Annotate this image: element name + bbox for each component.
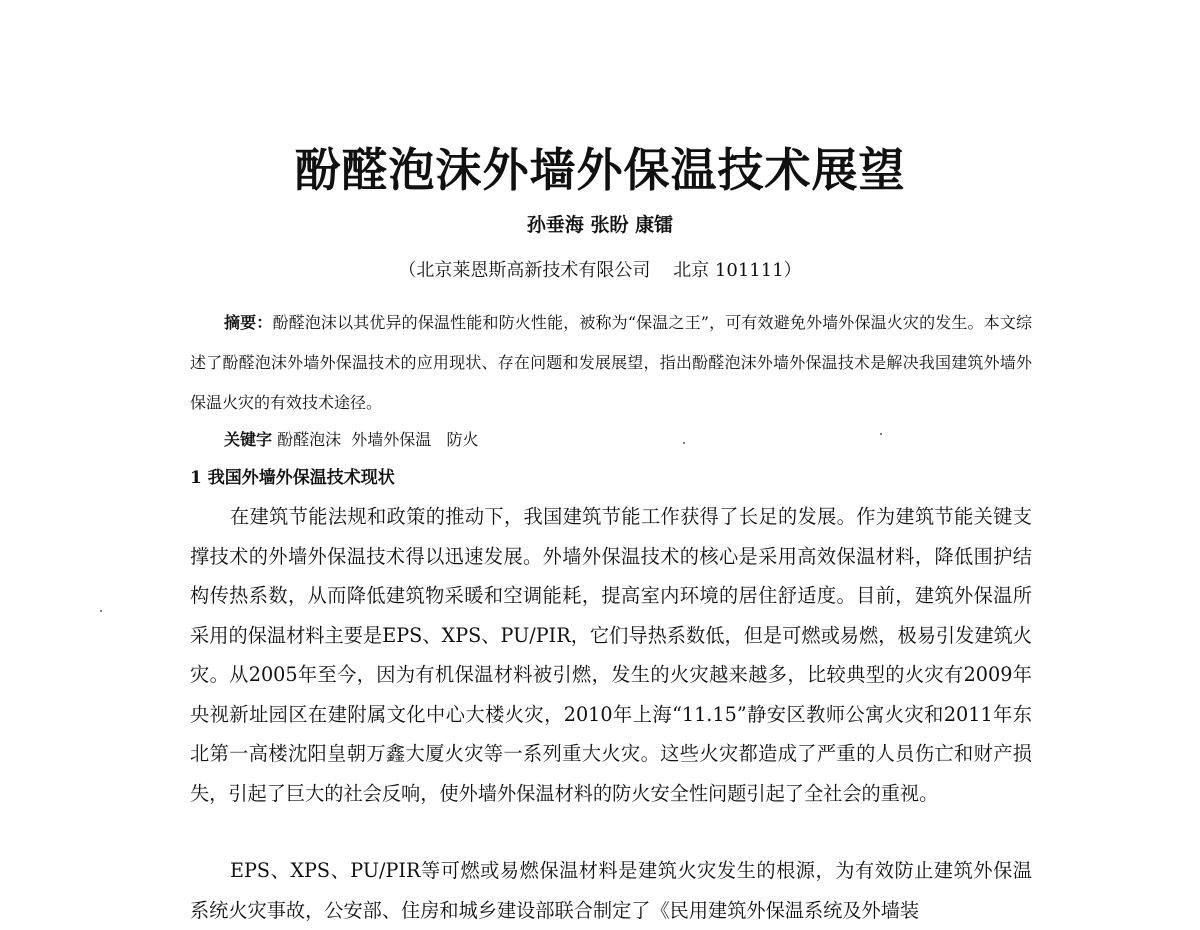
section-heading: 1 我国外墙外保温技术现状 xyxy=(190,468,395,488)
keywords-line xyxy=(224,428,479,452)
paper-authors: 孙垂海 张盼 康镭 xyxy=(526,214,674,236)
body-paragraph-1: 在建筑节能法规和政策的推动下，我国建筑节能工作获得了长足的发展。作为建筑节能关键支撑技术的外墙外保温技术得以迅速发展。外墙外保温技术的核心是采用高效保温材料，降低围护结构传热系数，从而降低建筑物采暖和空调能耗，提高室内环境的居住舒适度。目前，建筑外保温所采用的保温材料主要是EPS、XPS、PU/PIR，它们导热系数低，但是可燃或易燃，极易引发建筑火灾。从2005年至今，因为有机保温材料被引燃，发生的火灾越来越多，比较典型的火灾有2009年央视新址园区在建附属文化中心大楼火灾，2010年上海“11.15”静安区教师公寓火灾和2011年东北第一高楼沈阳皇朝万鑫大厦火灾等一系列重大火灾。这些火灾都造成了严重的人员伤亡和财产损失，引起了巨大的社会反响，使外墙外保温材料的防火安全性问题引起了全社会的重视。 xyxy=(190,505,1032,805)
abstract-paragraph xyxy=(190,303,1032,423)
paper-affiliation: （北京莱恩斯高新技术有限公司 北京 101111） xyxy=(398,260,802,281)
abstract-text: 酚醛泡沫以其优异的保温性能和防火性能，被称为“保温之王”，可有效避免外墙外保温火灾的发生。本文综述了酚醛泡沫外墙外保温技术的应用现状、存在问题和发展展望，指出酚醛泡沫外墙外保温技术是解决我国建筑外墙外保温火灾的有效技术途径。 xyxy=(190,313,1032,412)
keywords-text: 酚醛泡沫 外墙外保温 防火 xyxy=(272,430,479,449)
paper-title: 酚醛泡沫外墙外保温技术展望 xyxy=(294,143,906,197)
scan-speck xyxy=(880,433,882,435)
body-paragraph-2: EPS、XPS、PU/PIR等可燃或易燃保温材料是建筑火灾发生的根源，为有效防止建筑外保温系统火灾事故，公安部、住房和城乡建设部联合制定了《民用建筑外保温系统及外墙装 xyxy=(190,859,1032,922)
abstract-label: 摘要： xyxy=(224,313,273,332)
scan-speck xyxy=(100,610,102,612)
keywords-label: 关键字 xyxy=(224,430,273,449)
scan-speck xyxy=(683,442,685,444)
